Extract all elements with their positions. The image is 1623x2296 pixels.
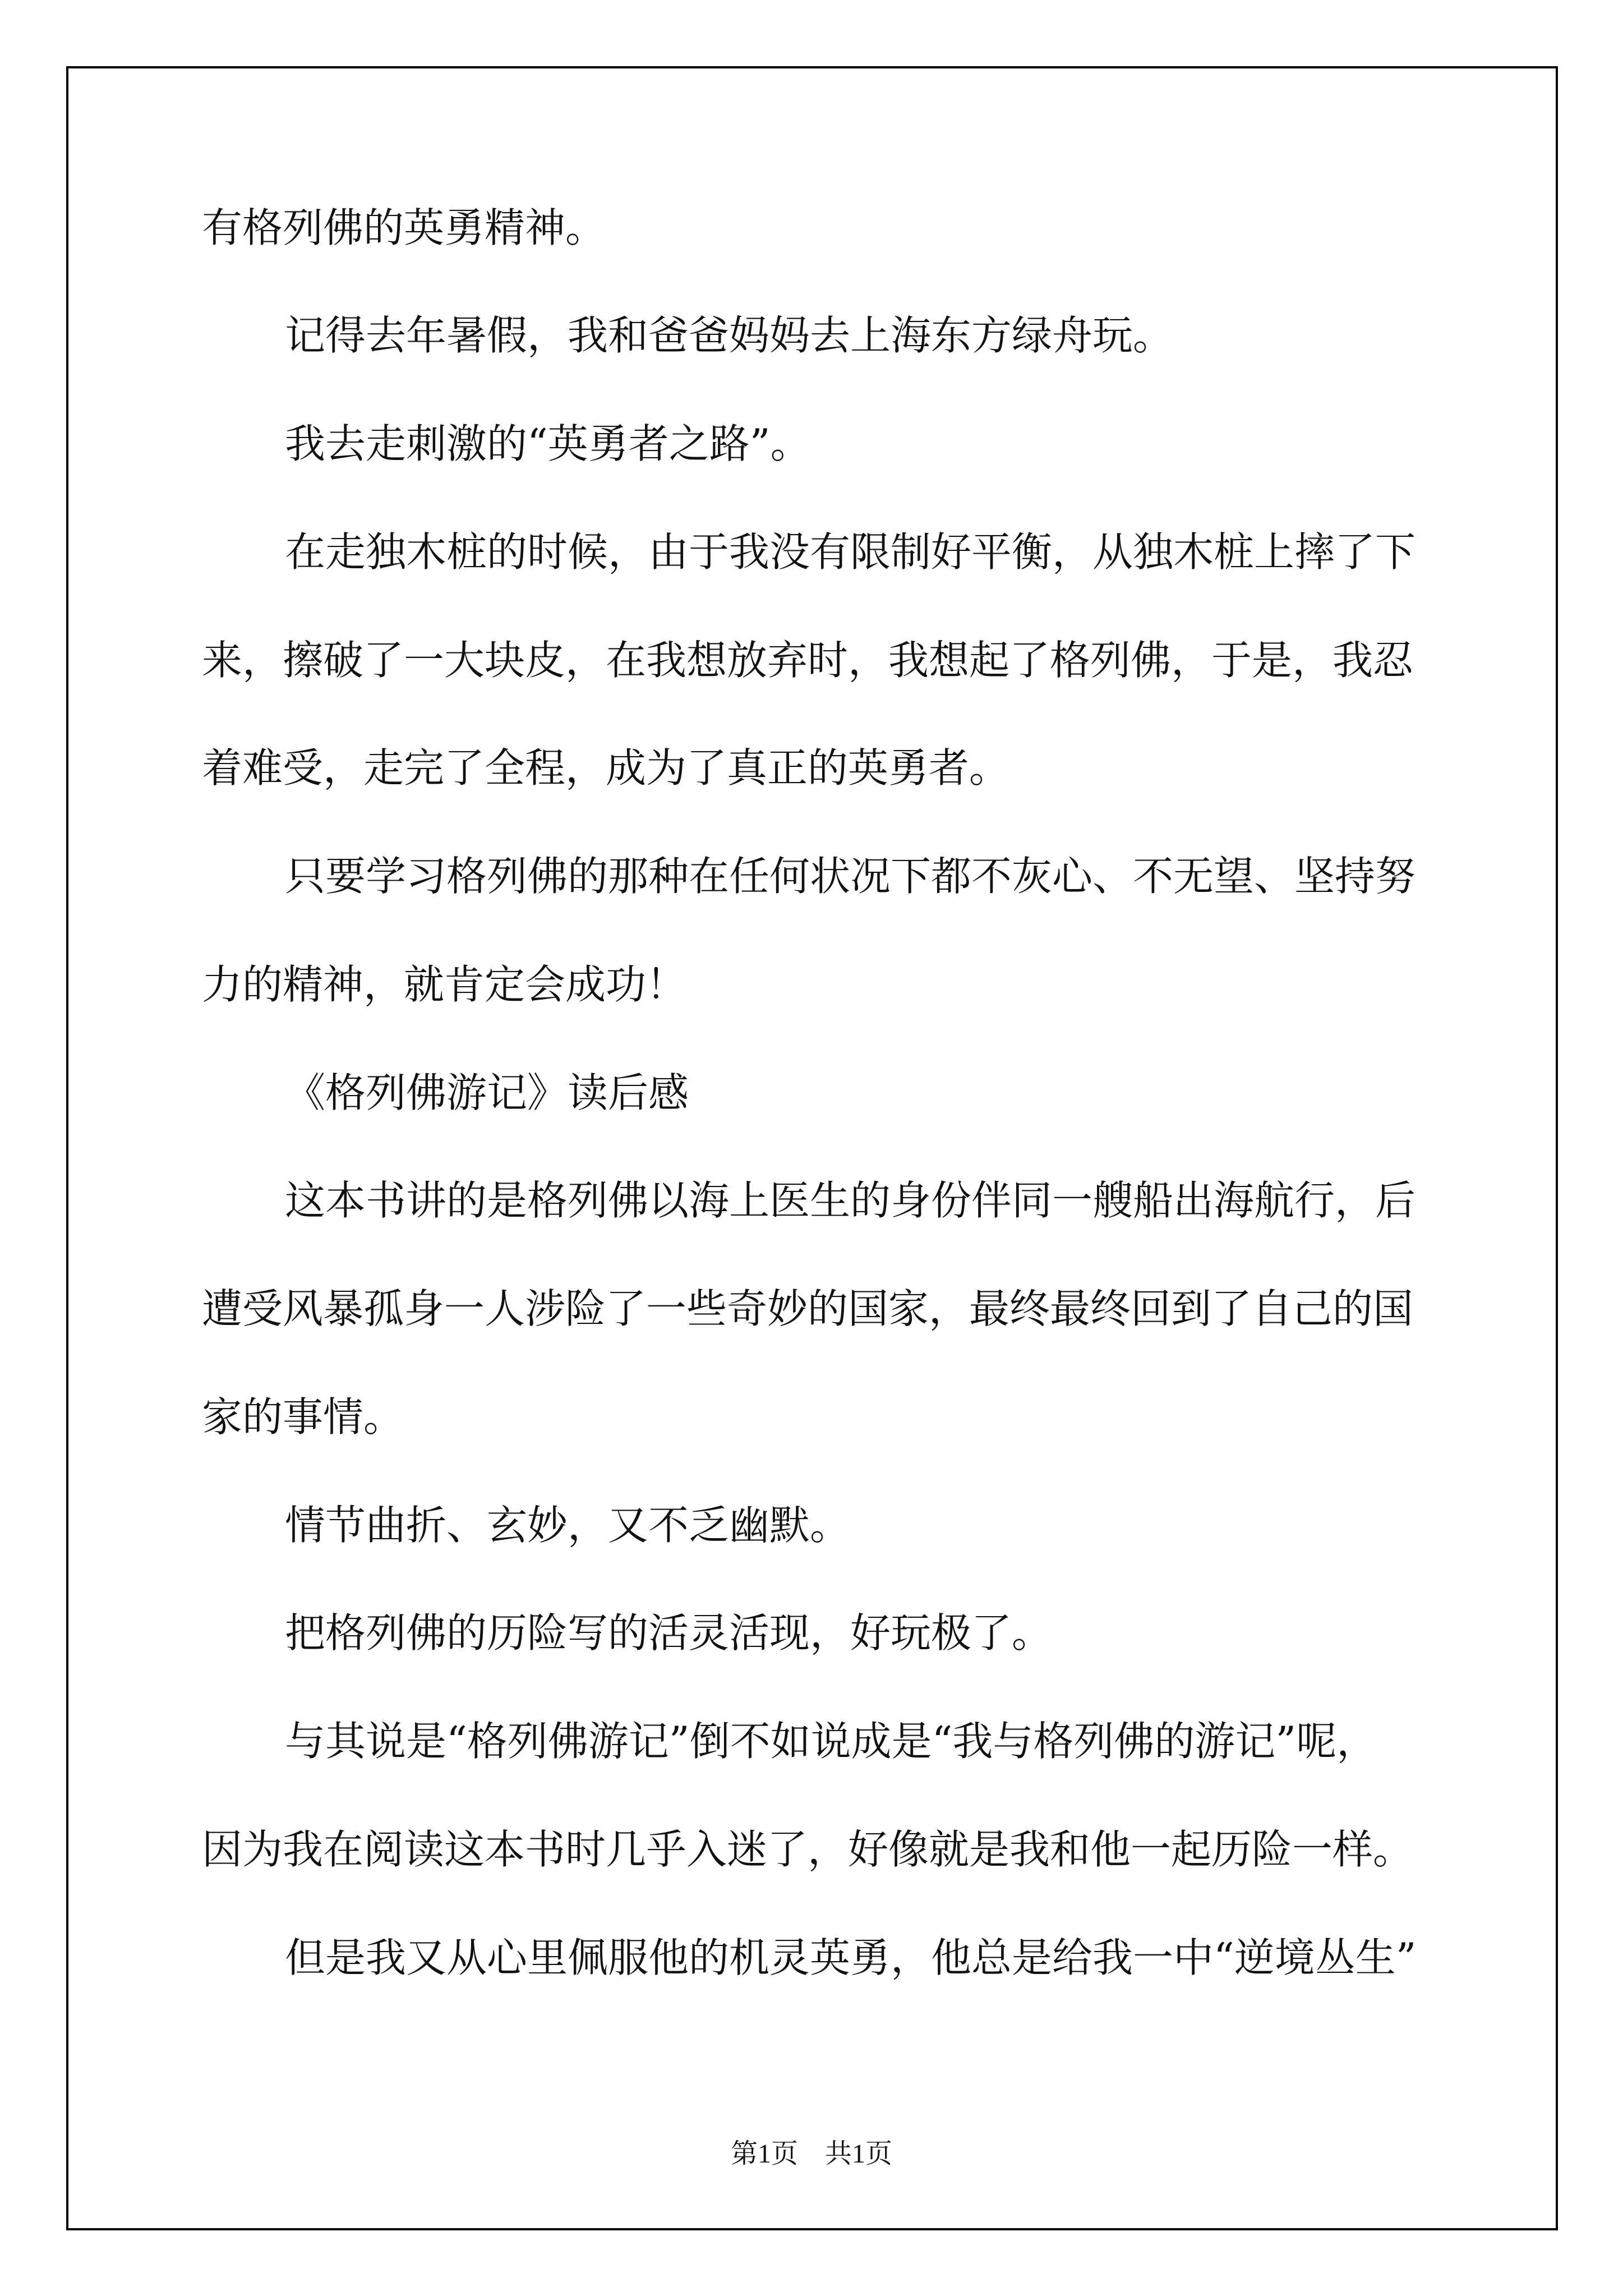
- text-line: 遭受风暴孤身一人涉险了一些奇妙的国家，最终最终回到了自己的国: [202, 1285, 1414, 1332]
- text-line: 但是我又从心里佩服他的机灵英勇，他总是给我一中“逆境丛生”: [285, 1934, 1417, 1981]
- text-line: 来，擦破了一大块皮，在我想放弃时，我想起了格列佛，于是，我忍: [202, 637, 1414, 684]
- text-line: 着难受，走完了全程，成为了真正的英勇者。: [202, 744, 1010, 792]
- text-line: 把格列佛的历险写的活灵活现，好玩极了。: [285, 1609, 1053, 1657]
- text-line: 与其说是“格列佛游记”倒不如说成是“我与格列佛的游记”呢，: [285, 1718, 1377, 1765]
- text-line: 我去走刺激的“英勇者之路”。: [285, 420, 811, 467]
- text-line: 有格列佛的英勇精神。: [202, 204, 606, 251]
- text-line: 力的精神，就肯定会成功！: [202, 961, 687, 1008]
- text-line: 在走独木桩的时候，由于我没有限制好平衡，从独木桩上摔了下: [285, 528, 1416, 576]
- text-line: 只要学习格列佛的那种在任何状况下都不灰心、不无望、坚持努: [285, 853, 1416, 900]
- page-footer: 第1页 共1页: [730, 2139, 892, 2169]
- text-line: 因为我在阅读这本书时几乎入迷了，好像就是我和他一起历险一样。: [202, 1826, 1414, 1873]
- text-line: 家的事情。: [202, 1393, 404, 1441]
- text-line: 这本书讲的是格列佛以海上医生的身份伴同一艘船出海航行，后: [285, 1177, 1416, 1224]
- text-line: 记得去年暑假，我和爸爸妈妈去上海东方绿舟玩。: [285, 312, 1174, 359]
- section-heading: 《格列佛游记》读后感: [285, 1069, 689, 1116]
- text-line: 情节曲折、玄妙，又不乏幽默。: [285, 1502, 851, 1549]
- page-border: [66, 66, 1558, 2230]
